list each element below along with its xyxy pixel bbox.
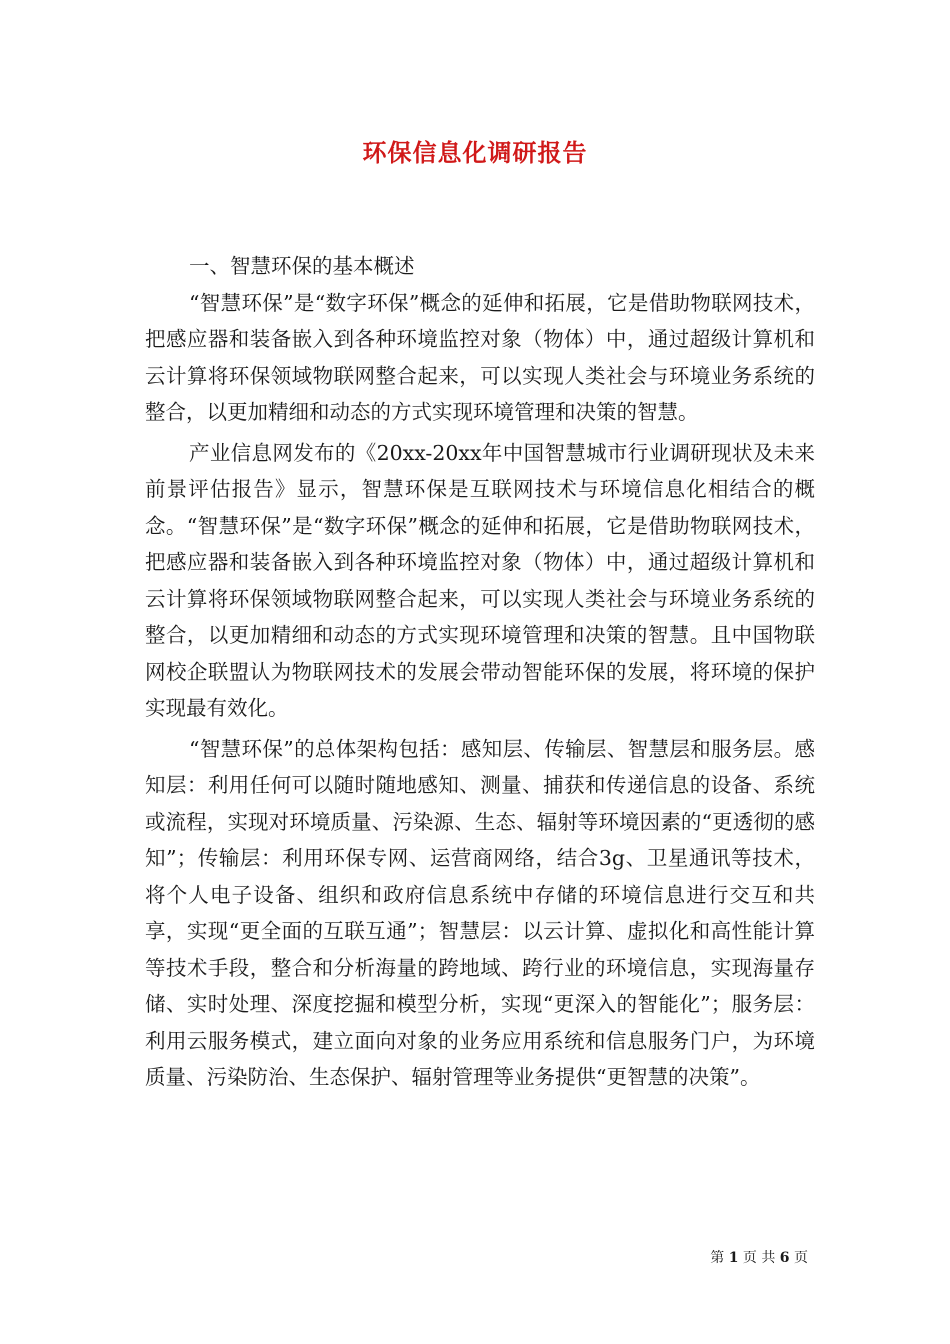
paragraph-industry-report: 产业信息网发布的《20xx-20xx年中国智慧城市行业调研现状及未来前景评估报告》显示，智慧环保是互联网技术与环境信息化相结合的概念。“智慧环保”是“数字环保”概念的延伸和拓展，它是借助物联网技术，把感应器和装备嵌入到各种环境监控对象（物体）中，通过超级计算机和云计算将环保领域物联网整合起来，可以实现人类社会与环境业务系统的整合，以更加精细和动态的方式实现环境管理和决策的智慧。且中国物联网校企联盟认为物联网技术的发展会带动智能环保的发展，将环境的保护实现最有效化。	[145, 440, 815, 720]
footer-current-page: 1	[728, 1250, 739, 1266]
paragraph-architecture: “智慧环保”的总体架构包括：感知层、传输层、智慧层和服务层。感知层：利用任何可以随时随地感知、测量、捕获和传递信息的设备、系统或流程，实现对环境质量、污染源、生态、辐射等环境因素的“更透彻的感知”；传输层：利用环保专网、运营商网络，结合3g、卫星通讯等技术，将个人电子设备、组织和政府信息系统中存储的环境信息进行交互和共享，实现“更全面的互联互通”；智慧层：以云计算、虚拟化和高性能计算等技术手段，整合和分析海量的跨地域、跨行业的环境信息，实现海量存储、实时处理、深度挖掘和模型分析，实现“更深入的智能化”；服务层：利用云服务模式，建立面向对象的业务应用系统和信息服务门户，为环境质量、污染防治、生态保护、辐射管理等业务提供“更智慧的决策”。	[145, 736, 815, 1089]
footer-middle: 页 共	[742, 1250, 776, 1266]
document-body	[145, 248, 815, 1096]
document-title: 环保信息化调研报告	[362, 138, 588, 167]
footer-total-pages: 6	[779, 1250, 790, 1266]
footer-prefix: 第	[710, 1250, 725, 1266]
section-heading: 一、智慧环保的基本概述	[189, 254, 415, 278]
paragraph-definition: “智慧环保”是“数字环保”概念的延伸和拓展，它是借助物联网技术，把感应器和装备嵌入到各种环境监控对象（物体）中，通过超级计算机和云计算将环保领域物联网整合起来，可以实现人类社会与环境业务系统的整合，以更加精细和动态的方式实现环境管理和决策的智慧。	[145, 290, 815, 424]
footer-suffix: 页	[794, 1250, 808, 1266]
page-number-footer	[710, 1247, 808, 1267]
